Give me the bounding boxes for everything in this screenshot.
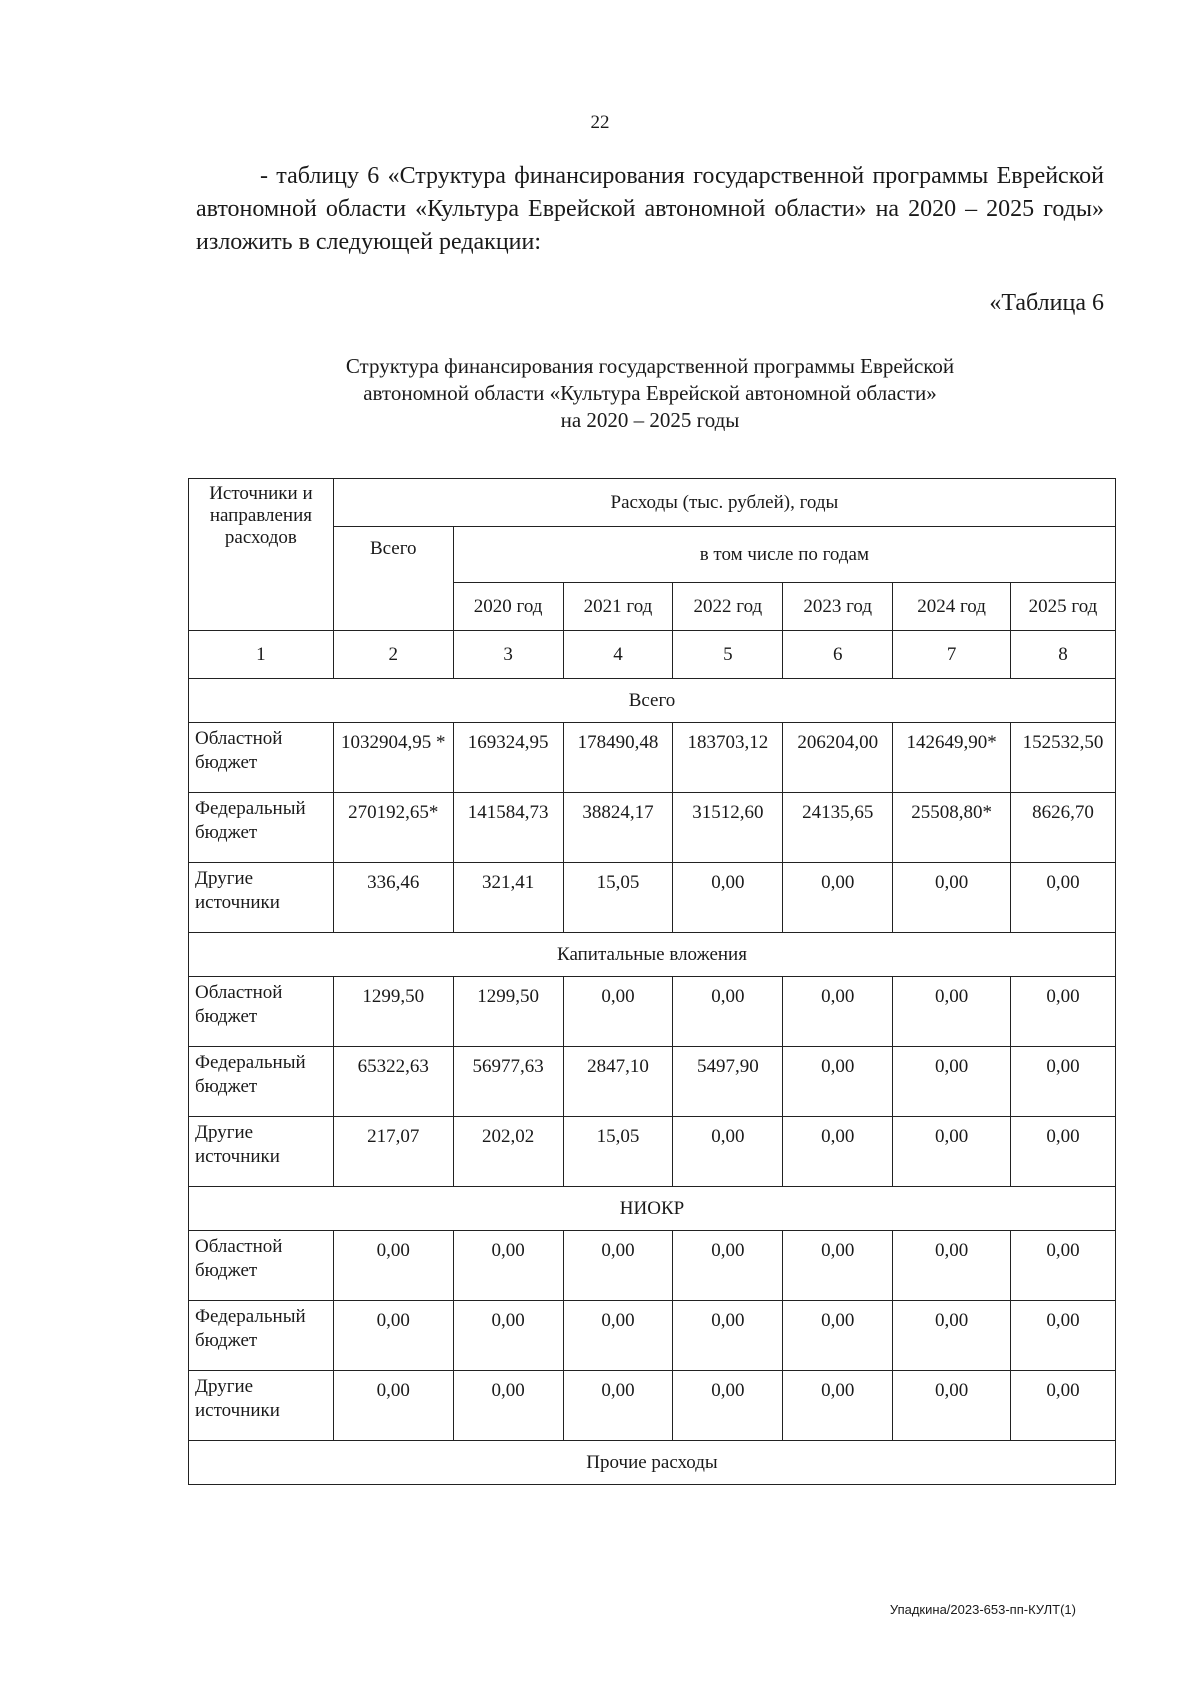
header-year: 2024 год — [893, 583, 1011, 631]
header-sources: Источники и направления расходов — [189, 479, 334, 631]
table-row — [189, 863, 1116, 933]
caption-line-1: Структура финансирования государственной программы Еврейской — [345, 354, 955, 378]
row-label: Областной бюджет — [189, 1231, 334, 1301]
value-cell: 31512,60 — [673, 793, 783, 863]
value-cell: 0,00 — [783, 977, 893, 1047]
value-cell: 0,00 — [1011, 1371, 1116, 1441]
value-cell: 0,00 — [1011, 1301, 1116, 1371]
section-header-row — [189, 933, 1116, 977]
value-cell: 0,00 — [893, 1371, 1011, 1441]
value-cell: 202,02 — [453, 1117, 563, 1187]
value-cell: 0,00 — [893, 1047, 1011, 1117]
value-cell: 0,00 — [893, 1301, 1011, 1371]
value-cell: 217,07 — [333, 1117, 453, 1187]
row-label: Областной бюджет — [189, 977, 334, 1047]
table-caption — [300, 353, 1000, 434]
header-year: 2025 год — [1011, 583, 1116, 631]
column-number: 3 — [453, 631, 563, 679]
header-total: Всего — [333, 527, 453, 631]
section-title: Прочие расходы — [189, 1441, 1116, 1485]
value-cell: 178490,48 — [563, 723, 673, 793]
table-row — [189, 723, 1116, 793]
value-cell: 0,00 — [333, 1301, 453, 1371]
value-cell: 24135,65 — [783, 793, 893, 863]
value-cell: 0,00 — [783, 1231, 893, 1301]
value-cell: 0,00 — [333, 1231, 453, 1301]
value-cell: 0,00 — [673, 977, 783, 1047]
value-cell: 0,00 — [333, 1371, 453, 1441]
table-row — [189, 793, 1116, 863]
value-cell: 0,00 — [783, 1047, 893, 1117]
header-year: 2023 год — [783, 583, 893, 631]
value-cell: 336,46 — [333, 863, 453, 933]
table-row — [189, 977, 1116, 1047]
value-cell: 38824,17 — [563, 793, 673, 863]
column-number-row — [189, 631, 1116, 679]
value-cell: 65322,63 — [333, 1047, 453, 1117]
table-row — [189, 1371, 1116, 1441]
value-cell: 0,00 — [563, 977, 673, 1047]
value-cell: 0,00 — [893, 863, 1011, 933]
value-cell: 270192,65* — [333, 793, 453, 863]
value-cell: 15,05 — [563, 863, 673, 933]
table-row — [189, 1301, 1116, 1371]
value-cell: 0,00 — [783, 1117, 893, 1187]
column-number: 8 — [1011, 631, 1116, 679]
value-cell: 0,00 — [673, 1117, 783, 1187]
value-cell: 0,00 — [783, 863, 893, 933]
row-label: Другие источники — [189, 1371, 334, 1441]
value-cell: 0,00 — [673, 1371, 783, 1441]
value-cell: 25508,80* — [893, 793, 1011, 863]
value-cell: 0,00 — [1011, 1117, 1116, 1187]
value-cell: 1299,50 — [333, 977, 453, 1047]
table-row — [189, 1117, 1116, 1187]
caption-line-3: на 2020 – 2025 годы — [560, 408, 740, 432]
value-cell: 0,00 — [563, 1371, 673, 1441]
value-cell: 0,00 — [893, 1231, 1011, 1301]
column-number: 6 — [783, 631, 893, 679]
row-label: Федеральный бюджет — [189, 793, 334, 863]
section-header-row — [189, 1187, 1116, 1231]
value-cell: 0,00 — [893, 977, 1011, 1047]
row-label: Федеральный бюджет — [189, 1047, 334, 1117]
value-cell: 1032904,95 * — [333, 723, 453, 793]
value-cell: 206204,00 — [783, 723, 893, 793]
value-cell: 0,00 — [673, 863, 783, 933]
column-number: 2 — [333, 631, 453, 679]
value-cell: 0,00 — [453, 1231, 563, 1301]
column-number: 4 — [563, 631, 673, 679]
value-cell: 0,00 — [563, 1231, 673, 1301]
section-header-row — [189, 679, 1116, 723]
section-title: НИОКР — [189, 1187, 1116, 1231]
value-cell: 0,00 — [453, 1301, 563, 1371]
table-row — [189, 1231, 1116, 1301]
value-cell: 2847,10 — [563, 1047, 673, 1117]
value-cell: 0,00 — [783, 1371, 893, 1441]
value-cell: 15,05 — [563, 1117, 673, 1187]
value-cell: 0,00 — [673, 1301, 783, 1371]
row-label: Другие источники — [189, 863, 334, 933]
caption-line-2: автономной области «Культура Еврейской автономной области» — [363, 381, 937, 405]
value-cell: 1299,50 — [453, 977, 563, 1047]
table-row — [189, 1047, 1116, 1117]
section-header-row — [189, 1441, 1116, 1485]
column-number: 1 — [189, 631, 334, 679]
column-number: 5 — [673, 631, 783, 679]
row-label: Федеральный бюджет — [189, 1301, 334, 1371]
value-cell: 141584,73 — [453, 793, 563, 863]
column-number: 7 — [893, 631, 1011, 679]
header-year: 2021 год — [563, 583, 673, 631]
value-cell: 0,00 — [1011, 863, 1116, 933]
value-cell: 0,00 — [453, 1371, 563, 1441]
header-by-years: в том числе по годам — [453, 527, 1115, 583]
document-footer: Упадкина/2023-653-пп-КУЛТ(1) — [889, 1602, 1076, 1617]
value-cell: 0,00 — [893, 1117, 1011, 1187]
section-title: Всего — [189, 679, 1116, 723]
header-row-1 — [189, 479, 1116, 527]
value-cell: 5497,90 — [673, 1047, 783, 1117]
value-cell: 56977,63 — [453, 1047, 563, 1117]
value-cell: 8626,70 — [1011, 793, 1116, 863]
value-cell: 183703,12 — [673, 723, 783, 793]
header-expenses: Расходы (тыс. рублей), годы — [333, 479, 1115, 527]
row-label: Областной бюджет — [189, 723, 334, 793]
header-year: 2022 год — [673, 583, 783, 631]
value-cell: 0,00 — [563, 1301, 673, 1371]
value-cell: 0,00 — [1011, 1047, 1116, 1117]
value-cell: 169324,95 — [453, 723, 563, 793]
value-cell: 0,00 — [1011, 1231, 1116, 1301]
value-cell: 0,00 — [783, 1301, 893, 1371]
value-cell: 152532,50 — [1011, 723, 1116, 793]
intro-paragraph: - таблицу 6 «Структура финансирования государственной программы Еврейской автономной области «Культура Еврейской автономной области» на 2020 – 2025 годы» изложить в следующей редакции: — [196, 163, 1104, 255]
section-title: Капитальные вложения — [189, 933, 1116, 977]
value-cell: 142649,90* — [893, 723, 1011, 793]
value-cell: 0,00 — [673, 1231, 783, 1301]
value-cell: 321,41 — [453, 863, 563, 933]
row-label: Другие источники — [189, 1117, 334, 1187]
page-number: 22 — [590, 112, 610, 133]
value-cell: 0,00 — [1011, 977, 1116, 1047]
header-year: 2020 год — [453, 583, 563, 631]
table-tag: «Таблица 6 — [989, 290, 1104, 316]
financing-table — [188, 478, 1116, 1485]
